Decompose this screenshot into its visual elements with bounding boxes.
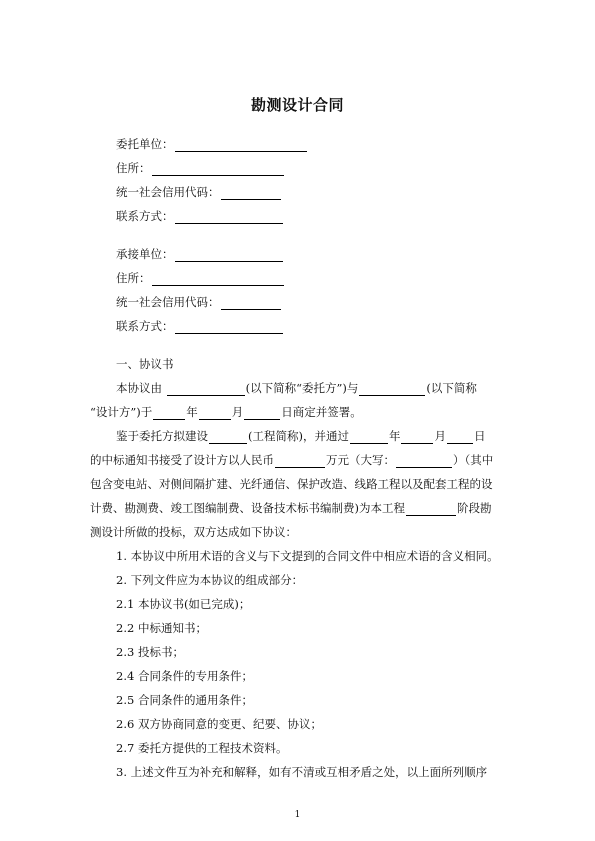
amount-blank[interactable] — [275, 455, 325, 468]
para2-text-day: 日 — [473, 429, 486, 443]
contractor-address-blank[interactable] — [152, 273, 284, 286]
para2-text-year: 年 — [388, 429, 401, 443]
para1-text-b: (以下简称“委托方”)与 — [245, 381, 359, 395]
clause-item: 2. 下列文件应为本协议的组成部分： — [116, 573, 304, 587]
sign-day-blank[interactable] — [244, 407, 280, 420]
clause-item: 2.2 中标通知书； — [116, 621, 207, 635]
para1-text-year: 年 — [186, 405, 198, 419]
para2-text-d: 万元（大写： — [326, 453, 395, 467]
client-address-line — [116, 160, 285, 176]
client-unit-line — [116, 136, 308, 152]
client-credit-code-blank[interactable] — [221, 187, 281, 200]
amount-words-blank[interactable] — [396, 455, 452, 468]
para2-text-c: 的中标通知书接受了设计方以人民币 — [90, 453, 274, 467]
client-contact-blank[interactable] — [175, 211, 283, 224]
para2-line3: 包含变电站、对侧间隔扩建、光纤通信、保护改造、线路工程以及配套工程的设 — [90, 477, 493, 491]
contractor-unit-label: 承接单位： — [116, 247, 174, 261]
client-unit-label: 委托单位： — [116, 137, 174, 151]
contractor-contact-line — [116, 318, 284, 334]
para1-text-c: (以下简称 — [426, 381, 477, 395]
para2-line1 — [116, 428, 485, 444]
clause-item: 2.5 合同条件的通用条件； — [116, 693, 253, 707]
contractor-unit-blank[interactable] — [175, 249, 283, 262]
para2-text-a: 鉴于委托方拟建设 — [116, 429, 208, 443]
document-title: 勘测设计合同 — [250, 96, 344, 114]
section-heading: 一、协议书 — [116, 357, 174, 371]
contractor-contact-blank[interactable] — [175, 321, 283, 334]
clause-item: 2.6 双方协商同意的变更、纪要、协议； — [116, 717, 322, 731]
client-unit-blank[interactable] — [175, 139, 307, 152]
para1-text-a: 本协议由 — [116, 381, 166, 395]
notice-day-blank[interactable] — [447, 431, 473, 444]
clause-item: 2.1 本协议书(如已完成)； — [116, 597, 251, 611]
clause-item: 2.4 合同条件的专用条件； — [116, 669, 253, 683]
para1-text-e: 日商定并签署。 — [281, 405, 362, 419]
client-address-label: 住所： — [116, 161, 151, 175]
para2-line4 — [90, 500, 491, 516]
clause-item: 1. 本协议中所用术语的含义与下文提到的合同文件中相应术语的含义相同。 — [116, 549, 499, 563]
designer-name-blank[interactable] — [359, 383, 425, 396]
para2-line2 — [90, 452, 493, 468]
project-name-blank[interactable] — [209, 431, 247, 444]
clause-item: 3. 上述文件互为补充和解释，如有不清或互相矛盾之处，以上面所列顺序 — [116, 765, 488, 779]
para2-text-g: 阶段勘 — [456, 501, 492, 515]
stage-blank[interactable] — [406, 503, 456, 516]
contractor-unit-line — [116, 246, 284, 262]
para1-text-month: 月 — [231, 405, 244, 419]
para2-text-b: (工程简称)，并通过 — [248, 429, 349, 443]
contractor-address-label: 住所： — [116, 271, 151, 285]
notice-year-blank[interactable] — [350, 431, 388, 444]
contractor-credit-code-label: 统一社会信用代码： — [116, 295, 220, 309]
sign-year-blank[interactable] — [153, 407, 185, 420]
sign-month-blank[interactable] — [199, 407, 231, 420]
contractor-credit-code-blank[interactable] — [221, 297, 281, 310]
para1-line2 — [90, 404, 362, 420]
para2-text-e: ）（其中 — [453, 453, 494, 467]
client-credit-code-line — [116, 184, 282, 200]
contractor-credit-code-line — [116, 294, 282, 310]
client-name-blank[interactable] — [167, 383, 245, 396]
client-contact-line — [116, 208, 284, 224]
para2-text-month: 月 — [434, 429, 446, 443]
contractor-contact-label: 联系方式： — [116, 319, 174, 333]
para2-line5: 测设计所做的投标，双方达成如下协议： — [90, 525, 297, 539]
page-number: 1 — [294, 810, 301, 820]
client-credit-code-label: 统一社会信用代码： — [116, 185, 220, 199]
client-address-blank[interactable] — [152, 163, 284, 176]
clause-item: 2.3 投标书； — [116, 645, 184, 659]
client-contact-label: 联系方式： — [116, 209, 174, 223]
notice-month-blank[interactable] — [401, 431, 433, 444]
para2-text-f: 计费、勘测费、竣工图编制费、设备技术标书编制费)为本工程 — [90, 501, 405, 515]
para1-line1 — [116, 380, 477, 396]
para1-text-d: “设计方”)于 — [90, 405, 153, 419]
clause-item: 2.7 委托方提供的工程技术资料。 — [116, 741, 288, 755]
contractor-address-line — [116, 270, 285, 286]
